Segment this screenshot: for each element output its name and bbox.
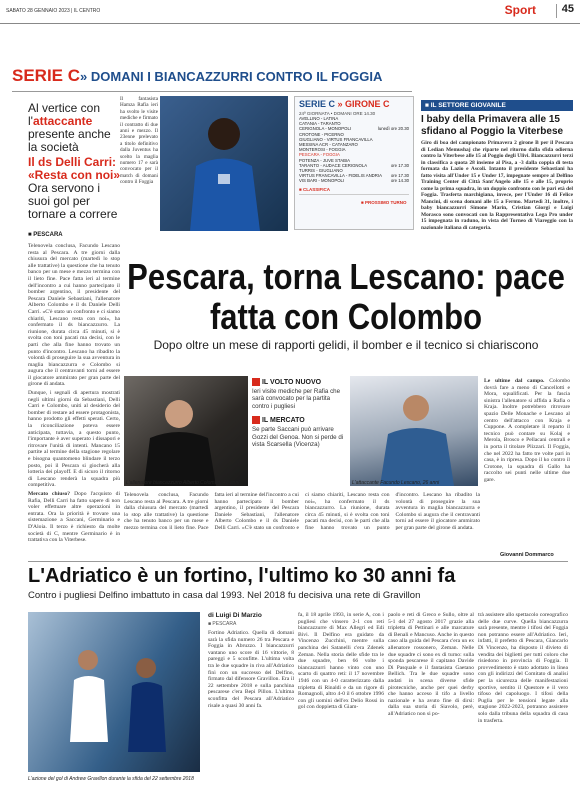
standings-row xyxy=(295,178,413,183)
standings-title xyxy=(295,97,413,111)
match-teams: CROTONE - PICERNO xyxy=(299,131,344,137)
article2-col2: fa, il 18 aprile 1993, in serie A, con i pugliesi che vinsero 2-1 con reti biancazzurre di Max Allegri ed Edi Bivi. Il Delfino era guidato da Vincenzo Zucchini, mentre sulla panchina dei Satanelli c'era Zdenek Zeman. Nella storia delle sfide tra le due squadre, ben 66 volte i biancazzurri hanno vinto con uno scarto di quattro reti: il 17 novembre 1946 con un 4-0 caratterizzato dalla tripletta di Rinaldi e da un rigore di Romagnoli, altro 4-0 il 6 ottobre 1996 con gli uomini dell'ex Delio Rossi in gol con doppietta di Giam- xyxy=(298,612,384,711)
lead-quote: Il ds Delli Carri: «Resta con noi» xyxy=(28,155,121,182)
prossimo-title: ■ PROSSIMO TURNO xyxy=(361,200,407,205)
colombo-photo xyxy=(124,376,248,486)
left-mercato-head: Mercato chiuso? xyxy=(28,490,71,497)
banner-rule xyxy=(12,91,412,92)
red-square-icon xyxy=(252,416,260,424)
left-lead xyxy=(28,102,122,154)
settore-bar: ■ IL SETTORE GIOVANILE xyxy=(421,100,573,111)
article2-col1: Fortino Adriatico. Quella di domani sarà la sfida numero 26 tra Pescara e Foggia in Abruzzo. I biancazzurri vantano uno score di 16 vittorie, 8 pareggi e 5 sconfitte. L'ultima volta tra le due squadre in riva all'Adriatico finì con un successo del Delfino, firmato dal difensore Gravillon. Era il 22 settembre 2018 e sulla panchina pescarese c'era Bepi Pillon. L'ultima sconfitta del Pescara all'Adriatico risale a quasi 30 anni fa. xyxy=(208,630,294,709)
volto-box xyxy=(252,378,346,448)
main-article-columns xyxy=(124,492,480,556)
match-teams: MONTEROSI - FOGGIA xyxy=(299,147,346,153)
article2-headline: L'Adriatico è un fortino, l'ultimo ko 30 anni fa xyxy=(28,565,456,587)
page-number: 45 xyxy=(561,3,574,15)
gravillon-caption: L'azione del gol di Andrew Gravillon durante la sfida del 22 settembre 2018 xyxy=(28,776,194,782)
classifica-table xyxy=(299,194,409,220)
gravillon-photo xyxy=(28,612,200,772)
section-banner xyxy=(12,66,382,88)
left-column-body xyxy=(28,243,120,573)
mercato-text: Se parte Saccani può arrivare Gozzi del Genoa. Non si perde di vista Scarsella (Vicenza) xyxy=(252,426,344,449)
left-body-p1: Telenovela conclusa, Facundo Lescano resta al Pescara. A tre giorni dalla chiusura del mercato (martedì lo stop alle trattative) la questione che ha tenuto banco per un mese e mezzo termina con il lieto fine. Pace fatta ieri al termine dell'incontro a cui hanno partecipato il bomber argentino, il presidente del Pescara Daniele Sebastiani, l'allenatore Alberto Colombo e il ds Daniele Delli Carri. «C'è stato un confronto e ci siamo chiariti, Lescano resta con noi», ha confermato il ds biancazzurro. La riunione, durata circa 45 minuti, si è svolta con toni pacati ma decisi, con le parti che alla fine hanno trovato un punto d'incontro. Lescano ha ribadito la volontà di proseguire la sua avventura in maglia biancazzurra e Colombo si augura che il centravanti torni ad essere il giocatore ammirato per gran parte del girone di andata. xyxy=(28,243,120,388)
article2-col3: paolo e reti di Greco e Sullo, oltre al 5-1 del 27 agosto 2017 grazie alla tripletta di Pettinari e alle marcature di Benali e Mancuso. Anche in questo caso alla guida del Pescara c'era un ex allenatore rossonero, Zeman. Nelle due squadre ci sono ex di turno: sulla sponda pescarese il capitano Davide Di Pasquale e il fantasista Gaetano Bellich. Tra le due squadre sono andati in scena diverse sfide pirotecniche, anche per quei derby che hanno acceso il tifo a livello nazionale e ha avuto fine di dirsi: dalla sua storia di Siavolo, perè, all'Adriatico non si po- xyxy=(388,612,474,717)
right-body: Colombo dovrà fare a meno di Cancellotti e Mora, squalificati. Per la fascia sinistra l'allenatore si affida a Rafia o Kraja. Inoltre potrebbero ritrovare spazio Delle Monache e Lescano al centro dell'attacco con Kraja e Cuppone. A completare il reparto il tecnico può contare su Kolaj e Merola, Brosco e Pellacani centrali e in porta il titolare Plizzari. Il Foggia, che nel 2022 ha fatto tre volte pari in casa, è in ripresa. Dopo il ko contro il Crotone, la squadra di Gallo ha raccolto sei punti nelle ultime due gare. xyxy=(484,378,570,483)
lescano-caption: L'attaccante Facundo Lescano, 26 anni xyxy=(352,480,440,486)
standings-box xyxy=(294,96,414,230)
player-silhouette-icon xyxy=(160,96,288,231)
red-square-icon xyxy=(252,378,260,386)
banner-serie: SERIE C xyxy=(12,66,81,85)
players-action-icon xyxy=(28,612,200,772)
standings-serie: SERIE C xyxy=(299,99,336,109)
volto-head xyxy=(252,378,346,386)
right-head: Le ultime dal campo. xyxy=(484,378,545,384)
main-subheadline: Dopo oltre un mese di rapporti gelidi, il bomber e il tecnico si chiariscono xyxy=(153,338,539,352)
match-teams: MESSINA ACR - CATANZARO xyxy=(299,142,358,148)
match-time: ore 14.30 xyxy=(390,178,409,184)
header-divider xyxy=(556,4,557,18)
volto-text: Ieri visite mediche per Rafia che sarà convocato per la partita contro i pugliesi xyxy=(252,388,341,410)
match-teams: TARANTO - AUDACE CERIGNOLA xyxy=(299,162,368,168)
lead-red: attaccante xyxy=(32,114,93,128)
match-time: ore 17.30 xyxy=(390,173,409,179)
lead-line3: Ora servono i suoi gol per tornare a correre xyxy=(28,181,118,221)
match-teams: POTENZA - JUVE STABIA xyxy=(299,157,351,163)
coach-silhouette-icon xyxy=(124,376,248,486)
standings-matches xyxy=(295,116,413,184)
lead-line2: presente anche la società xyxy=(28,127,111,154)
article2-col4: trà assistere allo spettacolo coreografico delle due curve. Quella biancazzurra sarà presente, mentre i tifosi del Foggia non potranno essere all'Adriatico. Ieri, infatti, il prefetto di Pescara, Giancarlo Di Vincenzo, ha disposto il divieto di vendita dei biglietti per tutti coloro che risiedono in provincia di Foggia. Il provvedimento è stato adottato in linea con gli indirizzi del Comitato di analisi per la sicurezza delle manifestazioni sportive, sentito il Questore e il vero tifoso del capoluogo. I tifosi della Puglia per le tensioni legate alla stagione 2022-2023, potranno assistere solo dalla tribuna della squadra di casa in trasferta. xyxy=(478,612,568,724)
article2-author: di Luigi Di Marzio xyxy=(208,612,262,619)
article2-subheadline: Contro i pugliesi Delfino imbattuto in casa dal 1993. Nel 2018 fu decisiva una rete di Gravillon xyxy=(28,590,421,601)
striker-silhouette-icon xyxy=(350,376,478,486)
lead-line1: Al vertice con l' xyxy=(28,101,101,128)
match-time: lunedì ore 20.30 xyxy=(377,126,409,132)
right-column xyxy=(484,378,570,550)
main-headline: Pescara, torna Lescano: pace fatta con Colombo xyxy=(127,255,565,338)
settore-headline: I baby della Primavera alle 15 sfidano al Poggio la Viterbese xyxy=(421,114,564,137)
article-divider xyxy=(28,561,568,562)
left-body-p2: Dunque, i segnali di apertura mostrati negli ultimi giorni da Sebastiani, Delli Carri e Colombo, uniti al desiderio del bomber di restare ad essere protagonista, hanno prodotto gli effetti sperati. Certo, la riconciliazione poteva essere anticipata, tuttavia, a questo punto, l'importante è aver superato i dissapori e ritrovare l'unità di intenti. Mancano 15 partite al termine della stagione regolare e bisogna quantomeno blindare il terzo posto, poi il Pescara si giocherà alla lotteria dei playoff. E di sicuro il ritorno di Lescano renderà la squadra più competitiva. xyxy=(28,390,120,489)
match-time: ore 17.30 xyxy=(390,162,409,168)
article2-location: ■ PESCARA xyxy=(208,621,237,627)
mercato-head-text: IL MERCATO xyxy=(261,417,305,425)
main-article-body: Telenovela conclusa, Facundo Lescano resta al Pescara. A tre giorni dalla chiusura del mercato (martedì lo stop alle trattative) la questione che ha tenuto banco per un mese e mezzo termina con il lieto fine. Pace fatta ieri al termine dell'incontro a cui hanno partecipato il bomber argentino, il presidente del Pescara Daniele Sebastiani, l'allenatore Alberto Colombo e il ds Daniele Delli Carri. «C'è stato un confronto e ci siamo chiariti, Lescano resta con noi», ha confermato il ds biancazzurro. La riunione, durata circa 45 minuti, si è svolta con toni pacati ma decisi, con le parti che alla fine hanno trovato un punto d'incontro. Lescano ha ribadito la volontà di proseguire la sua avventura in maglia biancazzurra e Colombo si augura che il centravanti torni ad essere il giocatore ammirato per gran parte del girone di andata. xyxy=(124,492,480,531)
right-signature: Giovanni Dommarco xyxy=(500,552,554,558)
banner-title: » DOMANI I BIANCAZZURRI CONTRO IL FOGGIA xyxy=(80,69,383,84)
match-teams: CERIGNOLA - MONOPOLI xyxy=(299,126,352,132)
match-teams: AVELLINO - LATINA xyxy=(299,116,339,121)
rafia-photo xyxy=(160,96,288,231)
volto-head-text: IL VOLTO NUOVO xyxy=(261,378,322,386)
match-teams: GIUGLIANO - VIRTUS FRANCAVILLA xyxy=(299,136,373,142)
standings-round: 24ª GIORNATA • DOMANI ORE 14.30 xyxy=(299,111,376,116)
classifica-title: ■ CLASSIFICA xyxy=(299,186,330,192)
rafia-caption: Il fantasista Hamza Rafia ieri ha svolto le visite mediche e firmato il contratto di due anni e mezzo. Il 23enne prelevato a titolo definitivo dalla Juventus ha scelto la maglia numero 17 e sarà convocato per il match di domani contro il Foggia xyxy=(120,96,158,186)
mercato-head xyxy=(252,416,346,424)
left-byline: ■ PESCARA xyxy=(28,232,63,238)
match-teams: TURRIS - GIUGLIANO xyxy=(299,168,343,174)
settore-body: Giro di boa del campionato Primavera 2 girone B per il Pescara di Ledian Memushaj che riparte nel ritorno dalla sfida odierna contro la Viterbese alle 15 al Poggio degli Ulivi. Biancazzurri terzi in classifica a quota 28 insieme al Pisa, a -3 dalla coppia di testa formata da Lazio e Ascoli. Intanto il presidente Sebastiani ha fatto visita all'Under 15 e Under 17, impegnate sempre al Delfino Training Center di Città Sant'Angelo alle 15 e alle 15, proprio come la prima squadra, in un doppio confronto con le pari età del Foggia. Trasferta marchigiana, invece, per l'Under 16 di Felice Mancini, di scena domani alle 15 a Fermo. Martedì 31, inoltre, i baby biancazzurri Simone Marin, Cristian Giorgi e Luigi Morasco sono convocati con la Rappresentativa Lega Pro under 15 impegnata in raduno, in vista del Torneo di Viareggio con la nazionale italiana di categoria. xyxy=(421,140,573,231)
standings-girone: » GIRONE C xyxy=(337,99,390,109)
left-mercato-text: Dopo l'acquisto di Rafia, Delli Carri ha fatto sapere di non voler effettuare altre operazioni in entrata. Ora la priorità è trovare una sistemazione a Saccani, Germinario e D'Aloia. Il terzo è richiesto da molte società di C, mentre Germinario è in trattativa con la Viterbese. xyxy=(28,490,120,544)
match-teams: PESCARA - FOGGIA xyxy=(299,152,340,158)
section-label: Sport xyxy=(504,3,536,17)
colombo-caption: L'allenatore biancazzurro Alberto Colombo, 48 anni xyxy=(126,480,240,486)
lescano-photo xyxy=(350,376,478,486)
match-teams: VIRTUS FRANCAVILLA - FIDELIS ANDRIA xyxy=(299,173,382,179)
issue-date: SABATO 28 GENNAIO 2023 | IL CENTRO xyxy=(6,8,101,14)
match-teams: CATANIA - TARANTO xyxy=(299,121,341,127)
match-teams: VIS BARI - MONOPOLI xyxy=(299,178,345,184)
